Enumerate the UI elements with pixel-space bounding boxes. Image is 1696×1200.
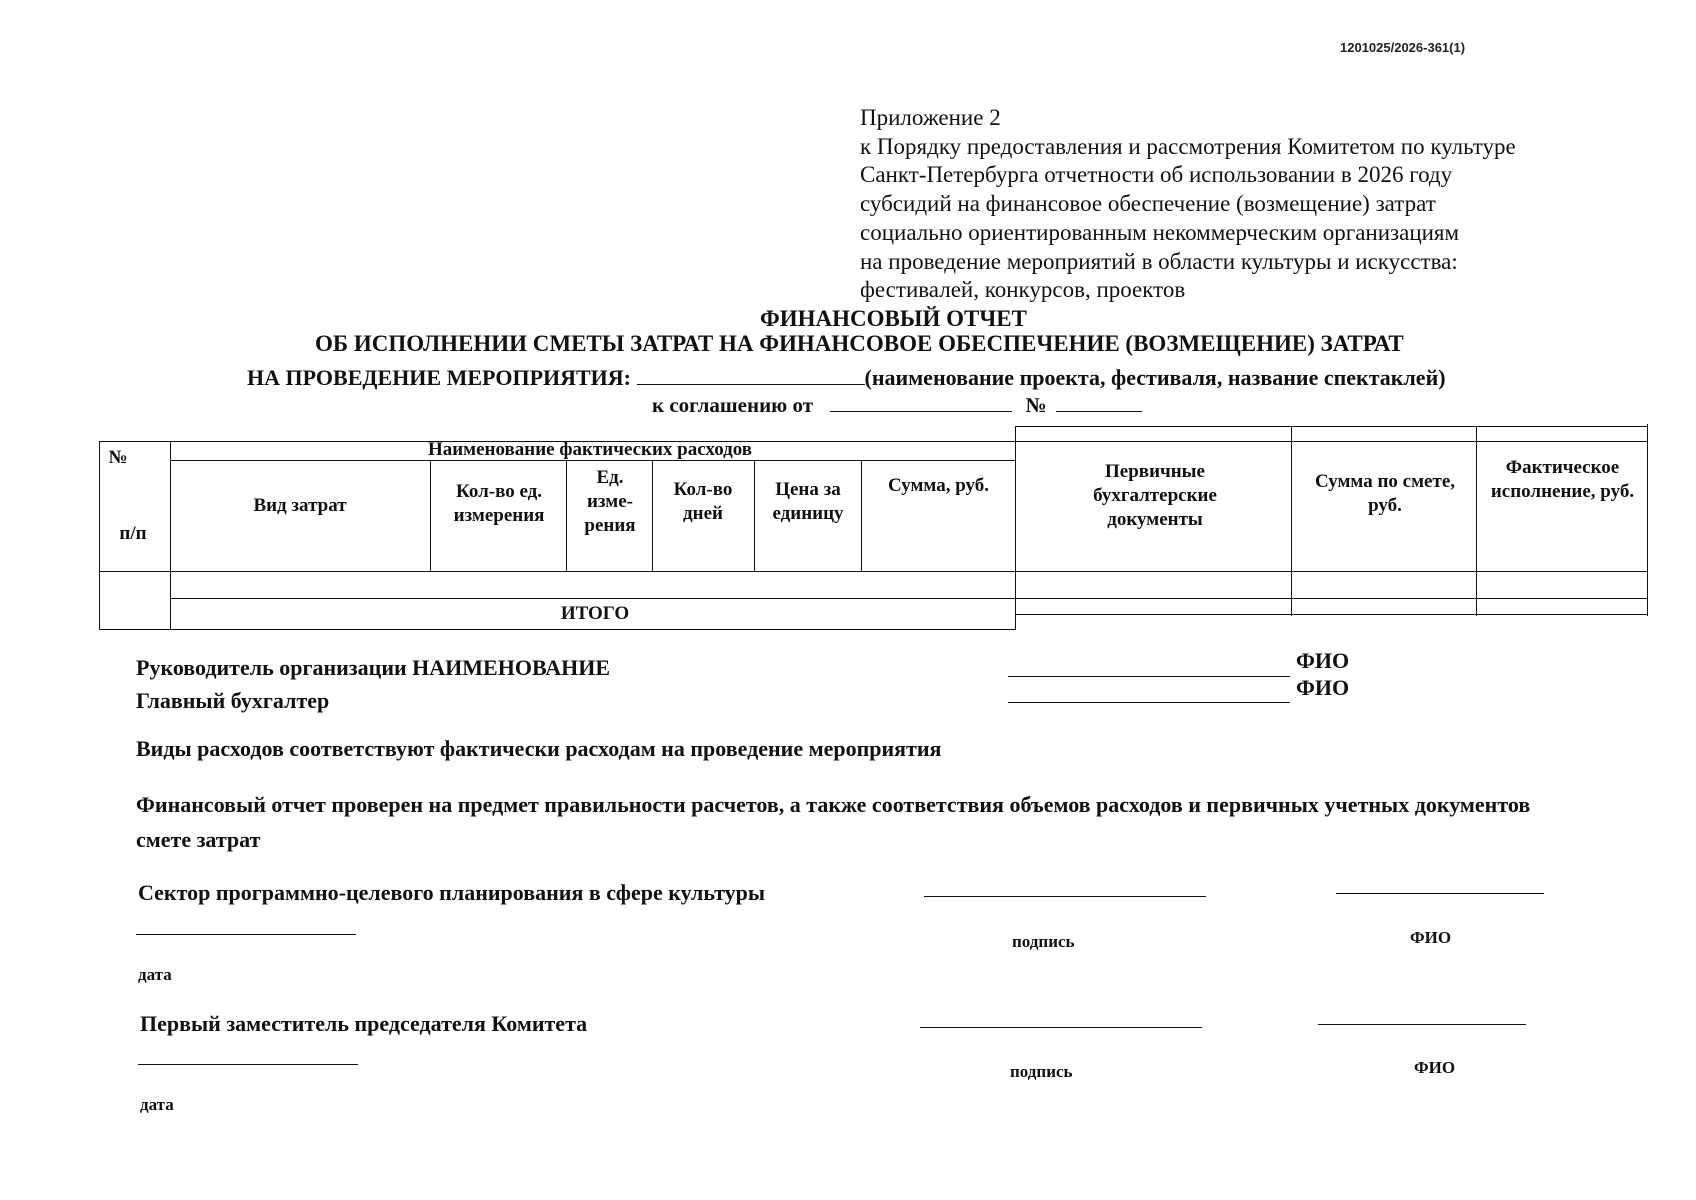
col-expense-type: Вид затрат xyxy=(253,495,347,516)
accountant-signature-line[interactable] xyxy=(1008,702,1290,703)
appendix-line: к Порядку предоставления и рассмотрения Комитетом по культуре xyxy=(860,133,1516,159)
col-primary-docs: Первичные бухгалтерские документы xyxy=(1093,461,1217,530)
appendix-line: на проведение мероприятий в области культуры и искусства: xyxy=(860,248,1458,274)
agreement-line xyxy=(652,393,1142,418)
accountant-label: Главный бухгалтер xyxy=(136,688,330,713)
appendix-line: социально ориентированным некоммерческим организациям xyxy=(860,219,1460,245)
appendix-line: Санкт-Петербурга отчетности об использовании в 2026 году xyxy=(860,162,1453,188)
document-number: 1201025/2026-361(1) xyxy=(1340,40,1466,55)
report-title: ФИНАНСОВЫЙ ОТЧЕТ xyxy=(760,306,1027,331)
sector-fio-caption: ФИО xyxy=(1410,928,1452,947)
agreement-date-blank[interactable] xyxy=(830,410,1012,412)
sector-date-caption: дата xyxy=(138,965,172,984)
head-signature-line[interactable] xyxy=(1008,676,1290,677)
col-estimate: Сумма по смете, руб. xyxy=(1314,471,1456,516)
sector-label: Сектор программно-целевого планирования в сфере культуры xyxy=(138,880,766,905)
event-hint: (наименование проекта, фестиваля, название спектаклей) xyxy=(864,365,1446,390)
event-label: НА ПРОВЕДЕНИЕ МЕРОПРИЯТИЯ: xyxy=(247,365,632,390)
appendix-block xyxy=(860,104,1516,305)
deputy-date-line[interactable] xyxy=(138,1064,358,1065)
deputy-signature-caption: подпись xyxy=(1010,1062,1073,1081)
check-statement: Финансовый отчет проверен на предмет правильности расчетов, а также соответствия объемов расходов и первичных учетных документов смете затрат xyxy=(136,792,1531,852)
col-sum: Сумма, руб. xyxy=(887,475,990,496)
agreement-number-sign: № xyxy=(1025,393,1047,417)
appendix-line: Приложение 2 xyxy=(860,105,1001,130)
deputy-date-caption: дата xyxy=(140,1095,174,1114)
report-subtitle: ОБ ИСПОЛНЕНИИ СМЕТЫ ЗАТРАТ НА ФИНАНСОВОЕ ОБЕСПЕЧЕНИЕ (ВОЗМЕЩЕНИЕ) ЗАТРАТ xyxy=(315,331,1404,356)
sector-date-line[interactable] xyxy=(136,934,356,935)
agreement-number-blank[interactable] xyxy=(1056,410,1142,412)
sector-signature-line[interactable] xyxy=(924,896,1206,897)
event-name-blank[interactable] xyxy=(637,383,865,385)
agreement-label: к соглашению от xyxy=(652,393,814,417)
deputy-label: Первый заместитель председателя Комитета xyxy=(140,1011,588,1036)
appendix-line: субсидий на финансовое обеспечение (возмещение) затрат xyxy=(860,191,1436,217)
sector-signature-caption: подпись xyxy=(1012,932,1075,951)
types-statement: Виды расходов соответствуют фактически расходам на проведение мероприятия xyxy=(136,736,942,761)
event-line xyxy=(247,365,1446,391)
col-actual: Фактическое исполнение, руб. xyxy=(1490,457,1635,502)
appendix-line: фестивалей, конкурсов, проектов xyxy=(860,277,1186,303)
col-unit: Ед. изме- рения xyxy=(584,467,636,536)
col-number-top: № xyxy=(108,447,128,468)
col-number-bottom: п/п xyxy=(119,523,147,544)
accountant-fio: ФИО xyxy=(1296,675,1350,700)
sector-fio-line[interactable] xyxy=(1336,893,1544,894)
col-price: Цена за единицу xyxy=(772,479,844,524)
group-header: Наименование фактических расходов xyxy=(427,439,753,460)
total-label: ИТОГО xyxy=(560,603,630,624)
deputy-fio-line[interactable] xyxy=(1318,1024,1526,1025)
deputy-signature-line[interactable] xyxy=(920,1027,1202,1028)
col-days: Кол-во дней xyxy=(673,479,733,524)
head-fio: ФИО xyxy=(1296,648,1350,673)
col-qty-units: Кол-во ед. измерения xyxy=(453,481,545,526)
deputy-fio-caption: ФИО xyxy=(1414,1058,1456,1077)
head-label: Руководитель организации НАИМЕНОВАНИЕ xyxy=(136,655,611,680)
